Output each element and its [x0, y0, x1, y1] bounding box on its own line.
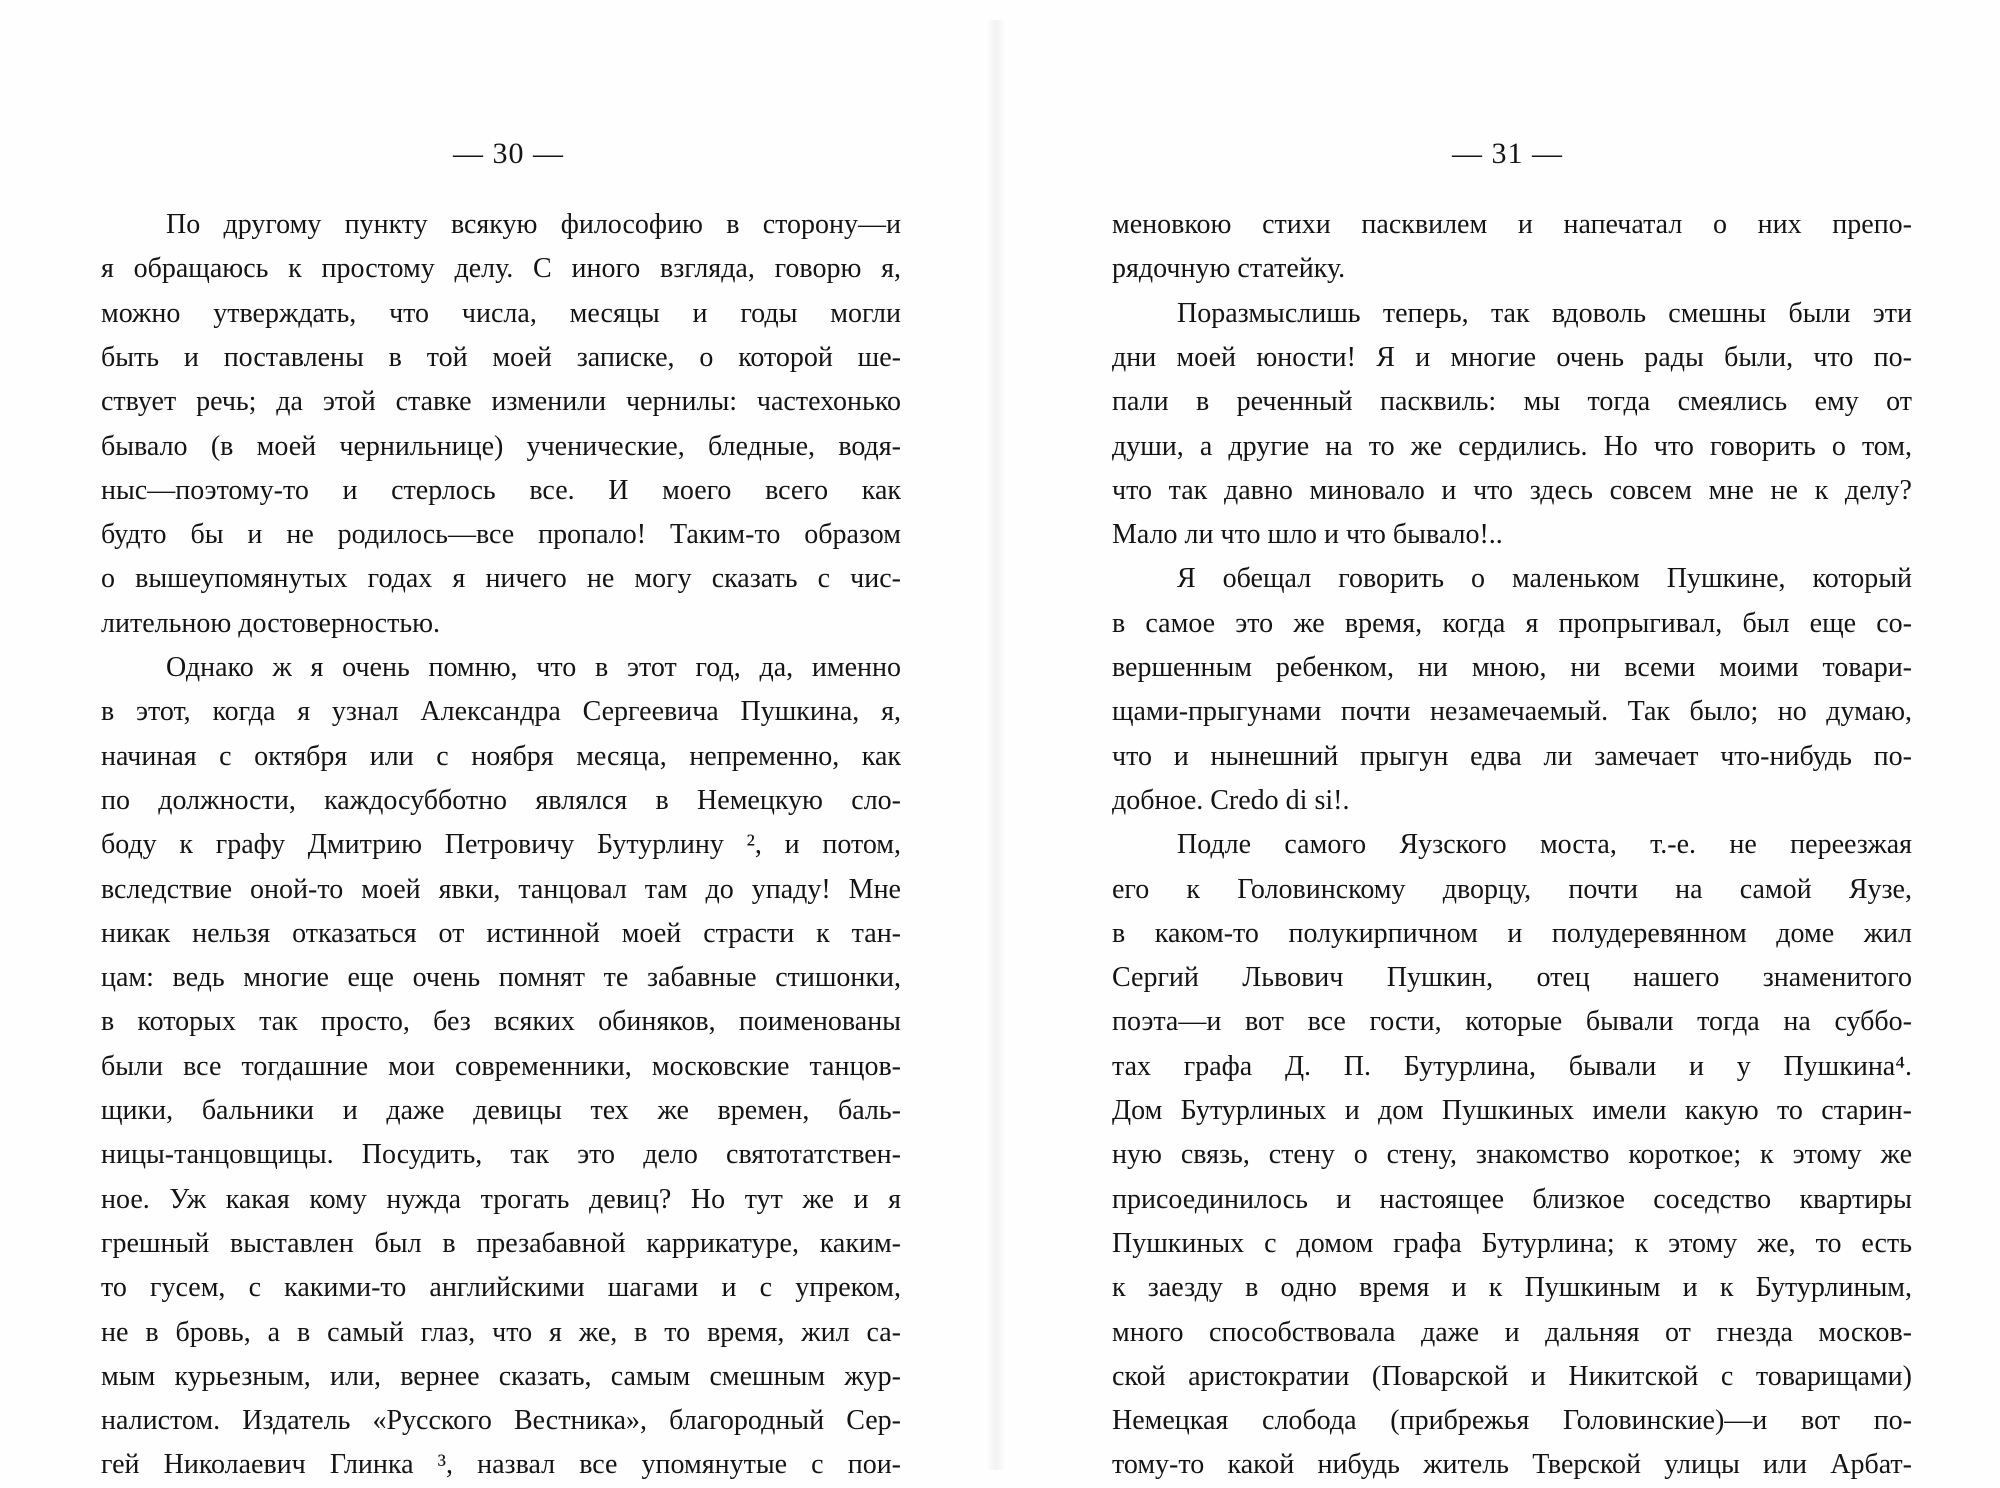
text-line: По другому пункту всякую философию в сторону—и	[166, 209, 901, 240]
text-line: Однако ж я очень помню, что в этот год, да, именно	[166, 652, 901, 683]
text-line: гей Николаевич Глинка ³, назвал все упомянутые с пои-	[101, 1449, 901, 1480]
text-line: в каком-то полукирпичном и полудеревянном доме жил	[1112, 918, 1912, 949]
text-line: щами-прыгунами почти незамечаемый. Так было; но думаю,	[1112, 696, 1912, 727]
text-line: поэта—и вот все гости, которые бывали тогда на суббо-	[1112, 1006, 1912, 1037]
text-line: грешный выставлен был в презабавной каррикатуре, каким-	[101, 1228, 901, 1259]
text-line: по должности, каждосубботно являлся в Немецкую сло-	[101, 785, 901, 816]
text-line: ную связь, стену о стену, знакомство короткое; к этому же	[1112, 1139, 1912, 1170]
text-line: ное. Уж какая кому нужда трогать девиц? Но тут же и я	[101, 1184, 901, 1215]
text-line: присоединилось и настоящее близкое соседство квартиры	[1112, 1184, 1912, 1215]
text-line: Подле самого Яузского моста, т.-е. не переезжая	[1177, 829, 1912, 860]
text-line: пали в реченный пасквиль: мы тогда смеялись ему от	[1112, 386, 1912, 417]
text-line: души, а другие на то же сердились. Но что говорить о том,	[1112, 431, 1912, 462]
text-line: лительною достоверностью.	[101, 608, 441, 639]
text-line: Я обещал говорить о маленьком Пушкине, который	[1177, 563, 1912, 594]
text-line: что так давно миновало и что здесь совсем мне не к делу?	[1112, 475, 1912, 506]
text-line: Сергий Львович Пушкин, отец нашего знаменитого	[1112, 962, 1912, 993]
text-line: вследствие оной-то моей явки, танцовал там до упаду! Мне	[101, 874, 901, 905]
text-line: вершенным ребенком, ни мною, ни всеми моими товари-	[1112, 652, 1912, 683]
text-line: Поразмыслишь теперь, так вдоволь смешны были эти	[1177, 298, 1912, 329]
text-line: ствует речь; да этой ставке изменили чернилы: частехонько	[101, 386, 901, 417]
text-line: Пушкиных с домом графа Бутурлина; к этому же, то есть	[1112, 1228, 1912, 1259]
text-line: никак нельзя отказаться от истинной моей страсти к тан-	[101, 918, 901, 949]
text-line: боду к графу Дмитрию Петровичу Бутурлину ², и потом,	[101, 829, 901, 860]
text-line: о вышеупомянутых годах я ничего не могу сказать с чис-	[101, 563, 901, 594]
text-line: тому-то какой нибудь житель Тверской улицы или Арбат-	[1112, 1449, 1912, 1480]
text-line: я обращаюсь к простому делу. С иного взгляда, говорю я,	[101, 253, 901, 284]
text-line: добное. Credo di si!.	[1112, 785, 1350, 816]
page-number-31: — 31 —	[1452, 137, 1563, 170]
text-line: в которых так просто, без всяких обиняков, поименованы	[101, 1006, 901, 1037]
text-line: ницы-танцовщицы. Посудить, так это дело святотатствен-	[101, 1139, 901, 1170]
right-page	[1000, 0, 2000, 1488]
text-line: будто бы и не родилось—все пропало! Таким-то образом	[101, 519, 901, 550]
text-line: бывало (в моей чернильнице) ученические, бледные, водя-	[101, 431, 901, 462]
text-line: то гусем, с какими-то английскими шагами и с упреком,	[101, 1272, 901, 1303]
text-line: ныс—поэтому-то и стерлось все. И моего всего как	[101, 475, 901, 506]
text-line: в этот, когда я узнал Александра Сергеевича Пушкина, я,	[101, 696, 901, 727]
text-line: его к Головинскому дворцу, почти на самой Яузе,	[1112, 874, 1912, 905]
text-line: цам: ведь многие еще очень помнят те забавные стишонки,	[101, 962, 901, 993]
text-line: тах графа Д. П. Бутурлина, бывали и у Пушкина⁴.	[1112, 1051, 1912, 1082]
text-line: меновкою стихи пасквилем и напечатал о них препо-	[1112, 209, 1912, 240]
text-line: Мало ли что шло и что бывало!..	[1112, 519, 1503, 550]
page-number-30: — 30 —	[453, 137, 564, 170]
text-line: к заезду в одно время и к Пушкиным и к Бутурлиным,	[1112, 1272, 1912, 1303]
text-line: начиная с октября или с ноября месяца, непременно, как	[101, 741, 901, 772]
text-line: не в бровь, а в самый глаз, что я же, в то время, жил са-	[101, 1317, 901, 1348]
text-line: можно утверждать, что числа, месяцы и годы могли	[101, 298, 901, 329]
text-line: ской аристократии (Поварской и Никитской с товарищами)	[1112, 1361, 1912, 1392]
text-line: Дом Бутурлиных и дом Пушкиных имели какую то старин-	[1112, 1095, 1912, 1126]
text-line: в самое это же время, когда я пропрыгивал, был еще со-	[1112, 608, 1912, 639]
text-line: много способствовала даже и дальняя от гнезда москов-	[1112, 1317, 1912, 1348]
text-line: мым курьезным, или, вернее сказать, самым смешным жур-	[101, 1361, 901, 1392]
text-line: что и нынешний прыгун едва ли замечает что-нибудь по-	[1112, 741, 1912, 772]
text-line: налистом. Издатель «Русского Вестника», благородный Сер-	[101, 1405, 901, 1436]
text-line: были все тогдашние мои современники, московские танцов-	[101, 1051, 901, 1082]
text-line: быть и поставлены в той моей записке, о которой ше-	[101, 342, 901, 373]
text-line: щики, бальники и даже девицы тех же времен, баль-	[101, 1095, 901, 1126]
text-line: Немецкая слобода (прибрежья Головинские)—и вот по-	[1112, 1405, 1912, 1436]
text-line: рядочную статейку.	[1112, 253, 1346, 284]
left-page	[0, 0, 990, 1488]
text-line: дни моей юности! Я и многие очень рады были, что по-	[1112, 342, 1912, 373]
